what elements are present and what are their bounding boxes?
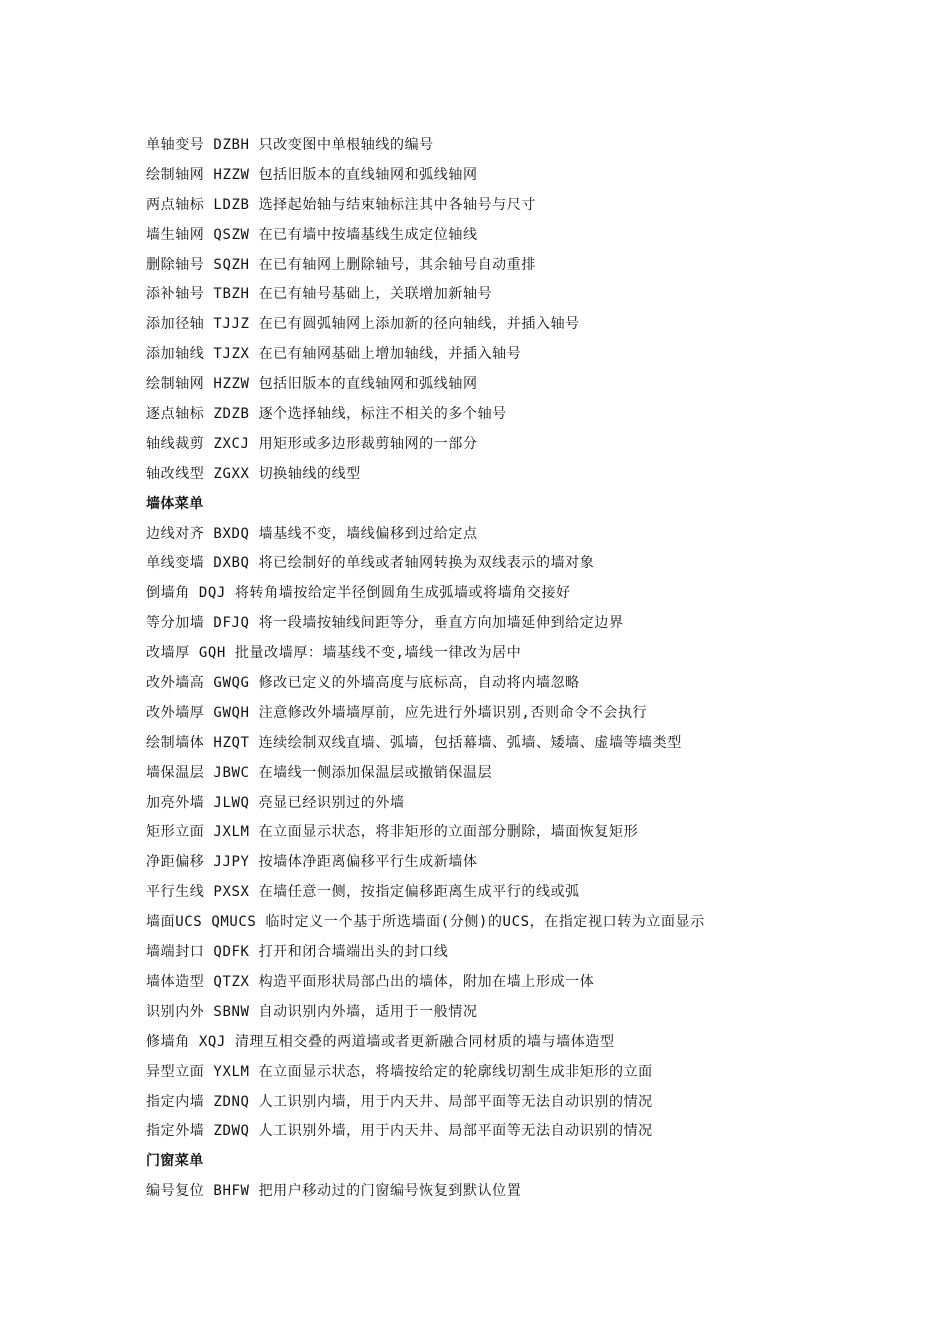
command-line: 添加轴线 TJZX 在已有轴网基础上增加轴线，并插入轴号 [146, 346, 522, 363]
command-line: 两点轴标 LDZB 选择起始轴与结束轴标注其中各轴号与尺寸 [146, 196, 536, 213]
command-line: 异型立面 YXLM 在立面显示状态，将墙按给定的轮廓线切割生成非矩形的立面 [146, 1063, 653, 1080]
command-line: 添加径轴 TJJZ 在已有圆弧轴网上添加新的径向轴线，并插入轴号 [146, 316, 580, 333]
command-line: 删除轴号 SQZH 在已有轴网上删除轴号，其余轴号自动重排 [146, 256, 536, 273]
command-line: 单轴变号 DZBH 只改变图中单根轴线的编号 [146, 137, 434, 153]
command-list [146, 131, 906, 1207]
command-line: 平行生线 PXSX 在墙任意一侧，按指定偏移距离生成平行的线或弧 [146, 884, 580, 901]
command-line: 墙保温层 JBWC 在墙线一侧添加保温层或撤销保温层 [146, 764, 493, 781]
command-line: 墙面UCS QMUCS 临时定义一个基于所选墙面(分侧)的UCS，在指定视口转为立面显示 [146, 914, 705, 931]
command-line: 单线变墙 DXBQ 将已绘制好的单线或者轴网转换为双线表示的墙对象 [146, 555, 595, 572]
command-line: 等分加墙 DFJQ 将一段墙按轴线间距等分，垂直方向加墙延伸到给定边界 [146, 615, 624, 632]
command-line: 添补轴号 TBZH 在已有轴号基础上，关联增加新轴号 [146, 286, 493, 303]
command-line: 绘制轴网 HZZW 包括旧版本的直线轴网和弧线轴网 [146, 166, 478, 183]
command-line: 墙生轴网 QSZW 在已有墙中按墙基线生成定位轴线 [146, 226, 478, 243]
command-line: 矩形立面 JXLM 在立面显示状态，将非矩形的立面部分删除，墙面恢复矩形 [146, 824, 639, 841]
command-line: 绘制轴网 HZZW 包括旧版本的直线轴网和弧线轴网 [146, 376, 478, 393]
command-line: 修墙角 XQJ 清理互相交叠的两道墙或者更新融合同材质的墙与墙体造型 [146, 1033, 615, 1050]
command-line: 净距偏移 JJPY 按墙体净距离偏移平行生成新墙体 [146, 854, 478, 871]
command-line: 识别内外 SBNW 自动识别内外墙，适用于一般情况 [146, 1003, 478, 1020]
command-line: 加亮外墙 JLWQ 亮显已经识别过的外墙 [146, 794, 405, 811]
command-line: 改外墙高 GWQG 修改已定义的外墙高度与底标高，自动将内墙忽略 [146, 675, 580, 692]
command-line: 改墙厚 GQH 批量改墙厚：墙基线不变,墙线一律改为居中 [146, 645, 522, 662]
command-line: 指定内墙 ZDNQ 人工识别内墙，用于内天井、局部平面等无法自动识别的情况 [146, 1093, 653, 1110]
command-line: 墙端封口 QDFK 打开和闭合墙端出头的封口线 [146, 944, 449, 961]
command-line: 指定外墙 ZDWQ 人工识别外墙，用于内天井、局部平面等无法自动识别的情况 [146, 1123, 653, 1140]
command-line: 轴线裁剪 ZXCJ 用矩形或多边形裁剪轴网的一部分 [146, 435, 478, 452]
command-line: 改外墙厚 GWQH 注意修改外墙墙厚前，应先进行外墙识别,否则命令不会执行 [146, 704, 648, 721]
command-line: 逐点轴标 ZDZB 逐个选择轴线，标注不相关的多个轴号 [146, 406, 507, 423]
command-line: 边线对齐 BXDQ 墙基线不变，墙线偏移到过给定点 [146, 525, 478, 542]
command-line: 绘制墙体 HZQT 连续绘制双线直墙、弧墙，包括幕墙、弧墙、矮墙、虚墙等墙类型 [146, 734, 682, 751]
section-heading-door-window-menu: 门窗菜单 [146, 1153, 204, 1170]
command-line: 墙体造型 QTZX 构造平面形状局部凸出的墙体，附加在墙上形成一体 [146, 973, 595, 990]
command-line: 倒墙角 DQJ 将转角墙按给定半径倒圆角生成弧墙或将墙角交接好 [146, 585, 571, 602]
section-heading-wall-menu: 墙体菜单 [146, 495, 204, 512]
command-line: 编号复位 BHFW 把用户移动过的门窗编号恢复到默认位置 [146, 1183, 522, 1200]
command-line: 轴改线型 ZGXX 切换轴线的线型 [146, 465, 361, 482]
